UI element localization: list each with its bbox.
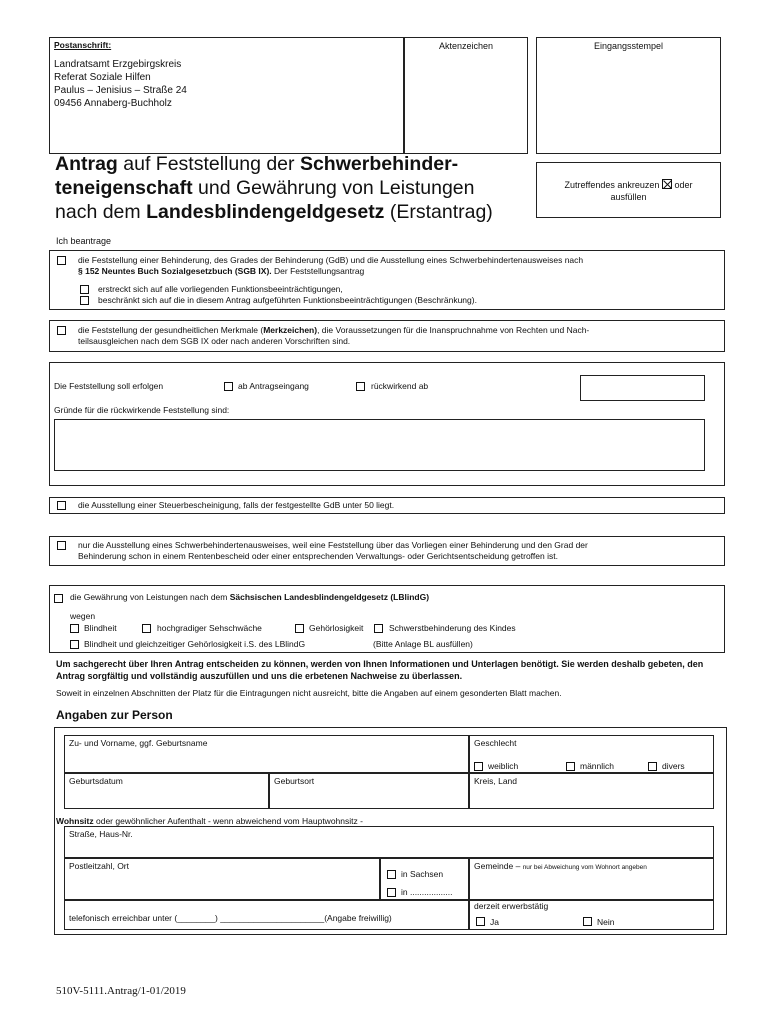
divers-label: divers — [662, 761, 685, 771]
hint-text-2: oder — [674, 180, 693, 190]
checkbox-maennlich[interactable] — [566, 762, 575, 771]
sec2-bold: Merkzeichen) — [263, 325, 318, 335]
sec5-line2: Behinderung schon in einem Rentenbescheid oder einer entsprechenden Verwaltungs- oder Gerichtsentscheidung getroffen ist. — [78, 551, 558, 561]
geburtsdatum-label: Geburtsdatum — [69, 776, 123, 786]
address-label: Postanschrift: — [54, 40, 112, 50]
wohnsitz-rest: oder gewöhnlicher Aufenthalt - wenn abweichend vom Hauptwohnsitz - — [93, 816, 363, 826]
name-label: Zu- und Vorname, ggf. Geburtsname — [69, 738, 208, 748]
sec1-line2-rest: Der Feststellungsantrag — [271, 266, 365, 276]
section-merkzeichen — [49, 320, 725, 352]
maennlich-label: männlich — [580, 761, 615, 771]
address-line-2: Referat Soziale Hilfen — [54, 72, 151, 83]
notice-bold: Um sachgerecht über Ihren Antrag entscheiden zu können, werden von Ihnen Informationen und Unterlagen benötigt. Sie werden deshalb gebeten, den Antrag sorgfältig und vollständig auszufüllen und uns die erbetenen Nachweise zu überlassen. — [56, 659, 704, 681]
in-sachsen-label: in Sachsen — [401, 869, 444, 879]
address-line-1: Landratsamt Erzgebirgskreis — [54, 59, 182, 70]
address-line-4: 09456 Annaberg-Buchholz — [54, 98, 172, 109]
strasse-label: Straße, Haus-Nr. — [69, 829, 133, 839]
sec3-opt1: ab Antragseingang — [238, 381, 309, 391]
checkbox-schwerstbehinderung[interactable] — [374, 624, 383, 633]
eingangsstempel-label: Eingangsstempel — [593, 41, 664, 51]
sec6-opt-sehschwaeche: hochgradiger Sehschwäche — [157, 623, 262, 633]
name-field[interactable] — [64, 735, 469, 773]
sec6-opt-gehoerlosigkeit: Gehörlosigkeit — [309, 623, 364, 633]
address-box — [49, 37, 404, 154]
ja-label: Ja — [490, 917, 499, 927]
sec4-text: die Ausstellung einer Steuerbescheinigung, falls der festgestellte GdB unter 50 liegt. — [78, 500, 395, 510]
checkbox-restricted[interactable] — [80, 296, 89, 305]
sec1-line2-bold: § 152 Neuntes Buch Sozialgesetzbuch (SGB IX). — [78, 266, 272, 276]
erwerb-label: derzeit erwerbstätig — [474, 901, 549, 911]
checkbox-rueckwirkend[interactable] — [356, 382, 365, 391]
nein-label: Nein — [597, 917, 615, 927]
sec2-post: , die Voraussetzungen für die Inanspruchnahme von Rechten und Nach- — [317, 325, 590, 335]
gemeinde-note: nur bei Abweichung vom Wohnort angeben — [522, 864, 647, 871]
checkbox-ab-antragseingang[interactable] — [224, 382, 233, 391]
checkbox-blind-gehoerlos[interactable] — [70, 640, 79, 649]
sec2-pre: die Feststellung der gesundheitlichen Merkmale ( — [78, 325, 264, 335]
section-feststellung — [49, 250, 725, 310]
erwerb-field — [469, 900, 714, 930]
plz-label: Postleitzahl, Ort — [69, 861, 129, 871]
reasons-field[interactable] — [54, 419, 705, 471]
sec6-opt-schwerstbehinderung: Schwerstbehinderung des Kindes — [389, 623, 516, 633]
sec1-opt1: erstreckt sich auf alle vorliegenden Funktionsbeeinträchtigungen, — [98, 284, 343, 294]
sec6-opt-blindheit: Blindheit — [84, 623, 117, 633]
checkbox-lblindg[interactable] — [54, 594, 63, 603]
geburtsdatum-field[interactable] — [64, 773, 269, 809]
kreis-field[interactable] — [469, 773, 714, 809]
in-other-label: in .................. — [401, 887, 453, 897]
sec3-reasons: Gründe für die rückwirkende Feststellung sind: — [54, 405, 230, 415]
checkbox-nein[interactable] — [583, 917, 592, 926]
geschlecht-field — [469, 735, 714, 773]
checkbox-ausweis[interactable] — [57, 541, 66, 550]
plz-field[interactable] — [64, 858, 380, 900]
section-steuer — [49, 497, 725, 514]
checkbox-blindheit[interactable] — [70, 624, 79, 633]
form-number: 510V-5111.Antrag/1-01/2019 — [56, 985, 186, 997]
eingangsstempel-box — [536, 37, 721, 154]
sec3-opt2: rückwirkend ab — [371, 381, 429, 391]
hint-box — [536, 162, 721, 218]
checkbox-gehoerlosigkeit[interactable] — [295, 624, 304, 633]
checkbox-steuer[interactable] — [57, 501, 66, 510]
sec2-line2: teilsausgleichen nach dem SGB IX oder nach anderen Vorschriften sind. — [78, 336, 351, 346]
intro-text: Ich beantrage — [56, 236, 112, 246]
sec1-line1: die Feststellung einer Behinderung, des Grades der Behinderung (GdB) und die Ausstellung eines Schwerbehindertenausweises nach — [78, 255, 584, 265]
checkbox-in-other[interactable] — [387, 888, 396, 897]
geschlecht-label: Geschlecht — [474, 738, 517, 748]
section-lblindg — [49, 585, 725, 653]
telefon-field[interactable] — [64, 900, 469, 930]
checkbox-feststellung[interactable] — [57, 256, 66, 265]
aktenzeichen-label: Aktenzeichen — [438, 41, 494, 51]
checkbox-in-sachsen[interactable] — [387, 870, 396, 879]
checkbox-sehschwaeche[interactable] — [142, 624, 151, 633]
checked-box-icon — [662, 179, 672, 189]
sec6-bold: Sächsischen Landesblindengeldgesetz (LBlindG) — [229, 592, 430, 602]
sec6-pre: die Gewährung von Leistungen nach dem — [70, 592, 230, 602]
checkbox-ja[interactable] — [476, 917, 485, 926]
rueckwirkend-date-field[interactable] — [580, 375, 705, 401]
address-line-3: Paulus – Jenisius – Straße 24 — [54, 85, 187, 96]
checkbox-divers[interactable] — [648, 762, 657, 771]
gemeinde-label: Gemeinde – — [474, 861, 521, 871]
page-title: Antrag auf Feststellung der Schwerbehinder- teneigenschaft und Gewährung von Leistungen nach dem Landesblindengeldgesetz (Erstantrag) — [55, 153, 493, 223]
kreis-label: Kreis, Land — [474, 776, 517, 786]
sec6-opt5: Blindheit und gleichzeitiger Gehörlosigkeit i.S. des LBlindG — [84, 639, 306, 649]
gemeinde-field[interactable] — [469, 858, 714, 900]
sec6-wegen: wegen — [70, 611, 96, 621]
section-ausweis — [49, 536, 725, 566]
weiblich-label: weiblich — [488, 761, 519, 771]
geburtsort-field[interactable] — [269, 773, 469, 809]
aktenzeichen-box[interactable] — [404, 37, 528, 154]
hint-text-3: ausfüllen — [610, 192, 647, 202]
person-heading: Angaben zur Person — [56, 708, 173, 722]
in-sachsen-option — [380, 858, 469, 900]
checkbox-weiblich[interactable] — [474, 762, 483, 771]
wohnsitz-bold: Wohnsitz — [56, 816, 94, 826]
sec6-opt5-note: (Bitte Anlage BL ausfüllen) — [373, 639, 473, 649]
checkbox-all-impairments[interactable] — [80, 285, 89, 294]
telefon-label: telefonisch erreichbar unter (________) ______________________(Angabe freiwillig) — [69, 913, 392, 923]
section-zeitpunkt — [49, 362, 725, 486]
hint-text-1: Zutreffendes ankreuzen — [564, 180, 660, 190]
strasse-field[interactable] — [64, 826, 714, 858]
sec1-opt2: beschränkt sich auf die in diesem Antrag aufgeführten Funktionsbeeinträchtigungen (Beschränkung). — [98, 295, 477, 305]
sec5-line1: nur die Ausstellung eines Schwerbehindertenausweises, weil eine Feststellung über das Vorliegen einer Behinderung und den Grad der — [78, 540, 588, 550]
checkbox-merkzeichen[interactable] — [57, 326, 66, 335]
notice-text: Soweit in einzelnen Abschnitten der Platz für die Eintragungen nicht ausreicht, bitte die Angaben auf einem gesonderten Blatt machen. — [56, 688, 562, 698]
geburtsort-label: Geburtsort — [274, 776, 315, 786]
sec3-label: Die Feststellung soll erfolgen — [54, 381, 164, 391]
